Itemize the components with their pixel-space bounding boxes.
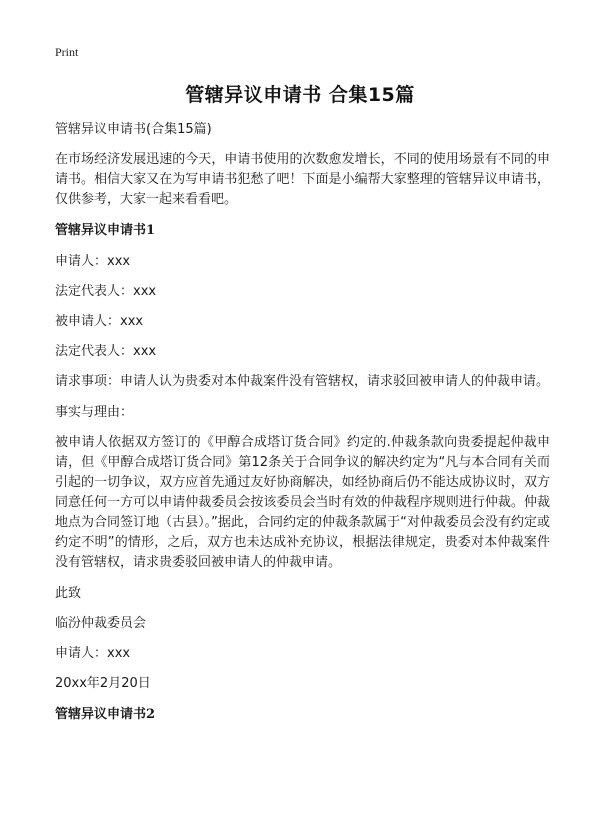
section-heading-1: 管辖异议申请书1 <box>55 223 156 238</box>
facts-heading: 事实与理由： <box>55 405 134 420</box>
date: 20xx年2月20日 <box>55 676 151 691</box>
respondent-field: 被申请人：xxx <box>55 314 144 329</box>
print-label: Print <box>55 45 79 59</box>
page-title: 管辖异议申请书 合集15篇 <box>185 84 415 106</box>
respondent-legal-rep-field: 法定代表人：xxx <box>55 344 157 359</box>
closing-text: 此致 <box>55 586 82 601</box>
subtitle: 管辖异议申请书(合集15篇) <box>55 122 212 137</box>
facts-paragraph: 被申请人依据双方签订的《甲醇合成塔订货合同》约定的.仲裁条款向贵委提起仲裁申请，但《甲醇合成塔订货合同》第12条关于合同争议的解决约定为“凡与本合同有关而引起的一切争议，双方应首先通过友好协商解决，如经协商后仍不能达成协议时，双方同意任何一方可以申请仲裁委员会按该委员会当时有效的仲裁程序规则进行仲裁。仲裁地点为合同签订地（古县）。”据此，合同约定的仲裁条款属于“对仲裁委员会没有约定或约定不明”的情形，之后，双方也未达成补充协议，根据法律规定，贵委对本仲裁案件没有管辖权，请求贵委驳回被申请人的仲裁申请。 <box>55 435 550 570</box>
document-body <box>55 120 550 736</box>
intro-paragraph: 在市场经济发展迅速的今天，申请书使用的次数愈发增长，不同的使用场景有不同的申请书。相信大家又在为写申请书犯愁了吧！下面是小编帮大家整理的管辖异议申请书，仅供参考，大家一起来看看吧。 <box>55 152 550 207</box>
signature: 申请人：xxx <box>55 646 131 661</box>
legal-rep-field: 法定代表人：xxx <box>55 284 157 299</box>
section-heading-2: 管辖异议申请书2 <box>55 707 156 722</box>
request-paragraph: 请求事项：申请人认为贵委对本仲裁案件没有管辖权，请求驳回被申请人的仲裁申请。 <box>55 374 550 389</box>
addressee: 临汾仲裁委员会 <box>55 616 147 631</box>
applicant-field: 申请人：xxx <box>55 254 131 269</box>
